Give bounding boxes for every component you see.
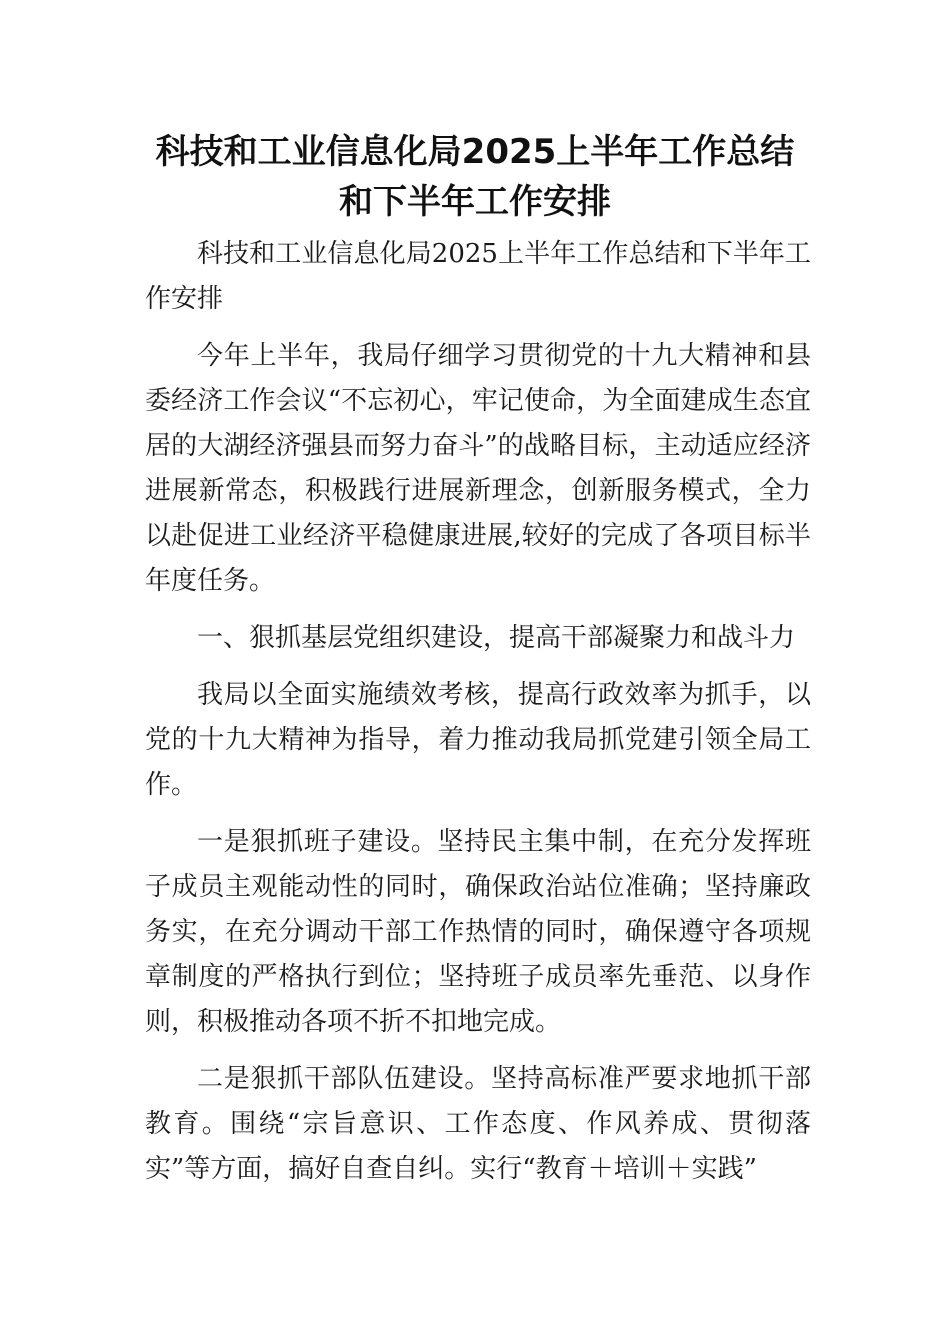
paragraph-item-1: 一是狠抓班子建设。坚持民主集中制，在充分发挥班子成员主观能动性的同时，确保政治站位准确；坚持廉政务实，在充分调动干部工作热情的同时，确保遵守各项规章制度的严格执行到位；坚持班子成员率先垂范、以身作则，积极推动各项不折不扣地完成。 (145, 827, 811, 1037)
section-heading-1: 一、狠抓基层党组织建设，提高干部凝聚力和战斗力 (197, 623, 796, 653)
paragraph-subtitle: 科技和工业信息化局2025上半年工作总结和下半年工作安排 (145, 239, 811, 314)
document-title-line-1: 科技和工业信息化局2025上半年工作总结 (155, 132, 795, 172)
paragraph-intro: 今年上半年，我局仔细学习贯彻党的十九大精神和县委经济工作会议“不忘初心，牢记使命，为全面建成生态宜居的大湖经济强县而努力奋斗”的战略目标，主动适应经济进展新常态，积极践行进展新理念，创新服务模式，全力以赴促进工业经济平稳健康进展,较好的完成了各项目标半年度任务。 (145, 341, 811, 596)
document-body (145, 232, 811, 1192)
paragraph-section-1: 我局以全面实施绩效考核，提高行政效率为抓手，以党的十九大精神为指导，着力推动我局抓党建引领全局工作。 (145, 680, 811, 800)
paragraph-item-2: 二是狠抓干部队伍建设。坚持高标准严要求地抓干部教育。围绕“宗旨意识、工作态度、作风养成、贯彻落实”等方面，搞好自查自纠。实行“教育＋培训＋实践” (145, 1064, 811, 1184)
document-title-line-2: 和下半年工作安排 (339, 182, 611, 222)
